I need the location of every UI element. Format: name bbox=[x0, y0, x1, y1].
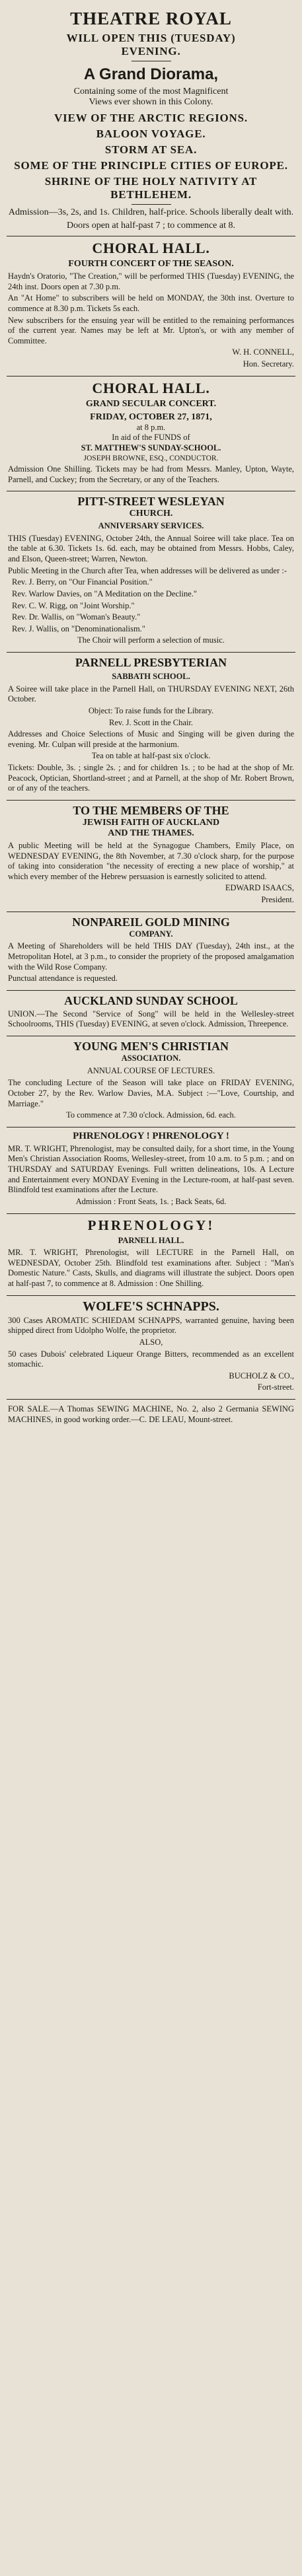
ymca-lecture-ad bbox=[7, 1036, 295, 1127]
ad-text: Admission—3s, 2s, and 1s. Children, half-price. Schools liberally dealt with. bbox=[8, 207, 294, 217]
ad-text: Public Meeting in the Church after Tea, when addresses will be delivered as under :- bbox=[8, 565, 287, 575]
ad-title: PHRENOLOGY! bbox=[87, 1217, 215, 1233]
list-item: Rev. J. Berry, on "Our Financial Position." bbox=[12, 577, 153, 587]
ad-signature-role: Hon. Secretary. bbox=[243, 359, 294, 369]
ad-item: SOME OF THE PRINCIPLE CITIES OF EUROPE. bbox=[14, 159, 288, 172]
ad-text: 50 cases Dubois' celebrated Liqueur Orange Bitters, recommended as an excellent stomachic. bbox=[8, 1349, 294, 1369]
list-item: Rev. J. Wallis, on "Denominationalism." bbox=[12, 624, 145, 633]
ad-subtitle: ANNUAL COURSE OF LECTURES. bbox=[87, 1065, 215, 1075]
pitt-street-wesleyan-ad bbox=[7, 491, 295, 653]
ad-title: PARNELL PRESBYTERIAN bbox=[75, 656, 227, 669]
sewing-machine-sale-ad bbox=[7, 1400, 295, 1431]
divider bbox=[132, 204, 171, 205]
jewish-meeting-ad bbox=[7, 801, 295, 912]
ad-text: THIS (Tuesday) EVENING, October 24th, the Annual Soiree will take place. Tea on the table at 6.30. Tickets 1s. 6d. each, may be obtained from Messrs. Hobbs, Caley, and Elson, Queen-street; Warren, Newton. bbox=[8, 533, 294, 563]
ad-text: UNION.—The Second "Service of Song" will be held in the Wellesley-street Schoolrooms, THIS (Tuesday) EVENING, at seven o'clock. Admission, Threepence. bbox=[8, 1009, 294, 1029]
ad-text: Punctual attendance is requested. bbox=[8, 974, 118, 984]
choral-hall-secular-ad bbox=[7, 376, 295, 492]
ad-title: CHORAL HALL. bbox=[92, 240, 210, 256]
ad-text: To commence at 7.30 o'clock. Admission, 6d. each. bbox=[66, 1110, 236, 1120]
ad-text: Doors open at half-past 7 ; to commence at 8. bbox=[66, 221, 236, 231]
ad-signature: BUCHOLZ & CO., bbox=[229, 1371, 294, 1380]
ad-text: A Soiree will take place in the Parnell Hall, on THURSDAY EVENING NEXT, 26th October. bbox=[8, 684, 294, 704]
ad-title: AND THE THAMES. bbox=[108, 828, 194, 838]
ad-title: CHURCH. bbox=[129, 509, 173, 519]
ad-subtitle: FOURTH CONCERT OF THE SEASON. bbox=[68, 259, 234, 269]
theatre-royal-ad bbox=[7, 5, 295, 236]
ad-title: JEWISH FAITH OF AUCKLAND bbox=[82, 817, 220, 828]
ad-text: ST. MATTHEW'S SUNDAY-SCHOOL. bbox=[81, 443, 221, 452]
choral-hall-concert-ad bbox=[7, 236, 295, 376]
ad-text: Admission : Front Seats, 1s. ; Back Seats, 6d. bbox=[75, 1196, 227, 1206]
ad-signature: EDWARD ISAACS, bbox=[225, 883, 294, 893]
ad-text: Tea on table at half-past six o'clock. bbox=[91, 751, 211, 761]
ad-text: ALSO, bbox=[139, 1337, 163, 1347]
ad-title: ASSOCIATION. bbox=[121, 1054, 181, 1063]
ad-text: Containing some of the most Magnificent bbox=[73, 87, 229, 96]
ad-subtitle: PARNELL HALL. bbox=[118, 1235, 184, 1245]
ad-title: COMPANY. bbox=[129, 929, 173, 939]
ad-text: 300 Cases AROMATIC SCHIEDAM SCHNAPPS, warranted genuine, having been shipped direct from Udolpho Wolfe, the proprietor. bbox=[8, 1315, 294, 1336]
ad-heading: A Grand Diorama, bbox=[83, 65, 219, 83]
ad-title: CHORAL HALL. bbox=[92, 379, 210, 396]
ad-item: BALOON VOYAGE. bbox=[96, 127, 206, 140]
ad-text: An "At Home" to subscribers will be held on MONDAY, the 30th inst. Overture to commence at 8.30 p.m. Tickets 5s each. bbox=[8, 293, 294, 313]
ad-text: A Meeting of Shareholders will be held THIS DAY (Tuesday), 24th inst., at the Metropolitan Hotel, at 3 p.m., to consider the propriety of the proposed amalgamation with the Wild Rose Company. bbox=[8, 941, 294, 972]
ad-text: The Choir will perform a selection of music. bbox=[77, 635, 225, 645]
ad-line: WILL OPEN THIS (TUESDAY) bbox=[66, 32, 236, 44]
ad-text: Addresses and Choice Selections of Music and Singing will be given during the evening. Mr. Culpan will preside at the harmonium. bbox=[8, 729, 294, 749]
ad-text: Views ever shown in this Colony. bbox=[89, 97, 213, 107]
wolfes-schnapps-ad bbox=[7, 1296, 295, 1400]
nonpareil-mining-ad bbox=[7, 912, 295, 991]
ad-text: Admission One Shilling. Tickets may be had from Messrs. Manley, Upton, Wayte, Parnell, and Cuckey; from the Secretary, or any of the Teachers. bbox=[8, 464, 294, 484]
ad-text: MR. T. WRIGHT, Phrenologist, will LECTURE in the Parnell Hall, on WEDNESDAY, October 25th. Blindfold test examinations after. Subject : "Man's Domestic Nature." Casts, Skulls, and diagrams will illustrate the subject. Doors open at half-past 7, to commence at 8. Admission : One Shilling. bbox=[8, 1248, 294, 1288]
ad-title: YOUNG MEN'S CHRISTIAN bbox=[73, 1040, 229, 1053]
ad-title: WOLFE'S SCHNAPPS. bbox=[83, 1299, 219, 1314]
ad-text: Tickets: Double, 3s. ; single 2s. ; and for children 1s. ; to be had at the shop of Mr. Peacock, Optician, Shortland-street ; and at Parnell, at the shop of Mr. Robert Brown, or of any of the teachers. bbox=[8, 763, 294, 793]
ad-signature-place: Fort-street. bbox=[257, 1382, 294, 1392]
ad-text: MR. T. WRIGHT, Phrenologist, may be consulted daily, for a short time, in the Young Men's Christian Association Rooms, Wellesley-street, from 10 a.m. to 5 p.m. ; and on THURSDAY and SATURDAY Evenings. Full written delineations, 10s. A Lecture and Entertainment every MONDAY Evening in the Lecture-room, at half-past seven. Blindfold test examinations after the Lecture. bbox=[8, 1143, 294, 1195]
ad-text: Object: To raise funds for the Library. bbox=[88, 705, 214, 715]
ad-item: STORM AT SEA. bbox=[104, 143, 198, 156]
ad-title: NONPAREIL GOLD MINING bbox=[72, 915, 230, 929]
list-item: Rev. C. W. Rigg, on "Joint Worship." bbox=[12, 600, 135, 610]
ad-text: at 8 p.m. bbox=[136, 422, 166, 432]
ad-line: EVENING. bbox=[121, 45, 181, 57]
ad-subtitle: ANNIVERSARY SERVICES. bbox=[98, 521, 204, 531]
ad-title: AUCKLAND SUNDAY SCHOOL bbox=[64, 993, 238, 1007]
ad-text: JOSEPH BROWNE, ESQ., CONDUCTOR. bbox=[83, 454, 219, 462]
ad-text: Rev. J. Scott in the Chair. bbox=[109, 717, 193, 727]
ad-subtitle: SABBATH SCHOOL. bbox=[112, 672, 190, 681]
ad-text: In aid of the FUNDS of bbox=[112, 433, 190, 443]
ad-item: VIEW OF THE ARCTIC REGIONS. bbox=[54, 112, 248, 124]
list-item: Rev. Warlow Davies, on "A Meditation on the Decline." bbox=[12, 589, 197, 598]
ad-date: FRIDAY, OCTOBER 27, 1871, bbox=[90, 411, 212, 422]
ad-title: TO THE MEMBERS OF THE bbox=[73, 803, 229, 817]
ad-title: THEATRE ROYAL bbox=[70, 9, 232, 28]
ad-text: Haydn's Oratorio, "The Creation," will be performed THIS (Tuesday) EVENING, the 24th inst. Doors open at 7.30 p.m. bbox=[8, 271, 294, 291]
ad-title: PHRENOLOGY ! PHRENOLOGY ! bbox=[73, 1130, 229, 1141]
ad-text: FOR SALE.—A Thomas SEWING MACHINE, No. 2, also 2 Germania SEWING MACHINES, in good working order.—C. DE LEAU, Mount-street. bbox=[8, 1404, 294, 1424]
sunday-school-ad bbox=[7, 991, 295, 1036]
newspaper-column bbox=[7, 0, 295, 1436]
ad-signature: W. H. CONNELL, bbox=[232, 347, 294, 357]
phrenology-lecture-ad bbox=[7, 1214, 295, 1296]
ad-title: PITT-STREET WESLEYAN bbox=[77, 495, 225, 509]
ad-signature-role: President. bbox=[261, 895, 294, 904]
list-item: Rev. Dr. Wallis, on "Woman's Beauty." bbox=[12, 612, 141, 622]
ad-subtitle: GRAND SECULAR CONCERT. bbox=[85, 398, 217, 409]
parnell-presbyterian-ad bbox=[7, 653, 295, 801]
ad-text: New subscribers for the ensuing year will be entitled to the remaining performances of the current year. Names may be left at Mr. Upton's, or with any member of Committee. bbox=[8, 315, 294, 345]
ad-text: The concluding Lecture of the Season will take place on FRIDAY EVENING, October 27, by the Rev. Warlow Davies, M.A. Subject :—"Love, Courtship, and Marriage." bbox=[8, 1078, 294, 1108]
phrenology-consult-ad bbox=[7, 1127, 295, 1214]
ad-text: A public Meeting will be held at the Synagogue Chambers, Emily Place, on WEDNESDAY EVENING, the 8th November, at 7.30 o'clock sharp, for the purpose of taking into consideration "the necessity of erecting a new place of worship," at which every member of the Hebrew persuasion is earnestly solicited to attend. bbox=[8, 840, 294, 881]
ad-item: SHRINE OF THE HOLY NATIVITY AT BETHLEHEM. bbox=[44, 175, 258, 201]
